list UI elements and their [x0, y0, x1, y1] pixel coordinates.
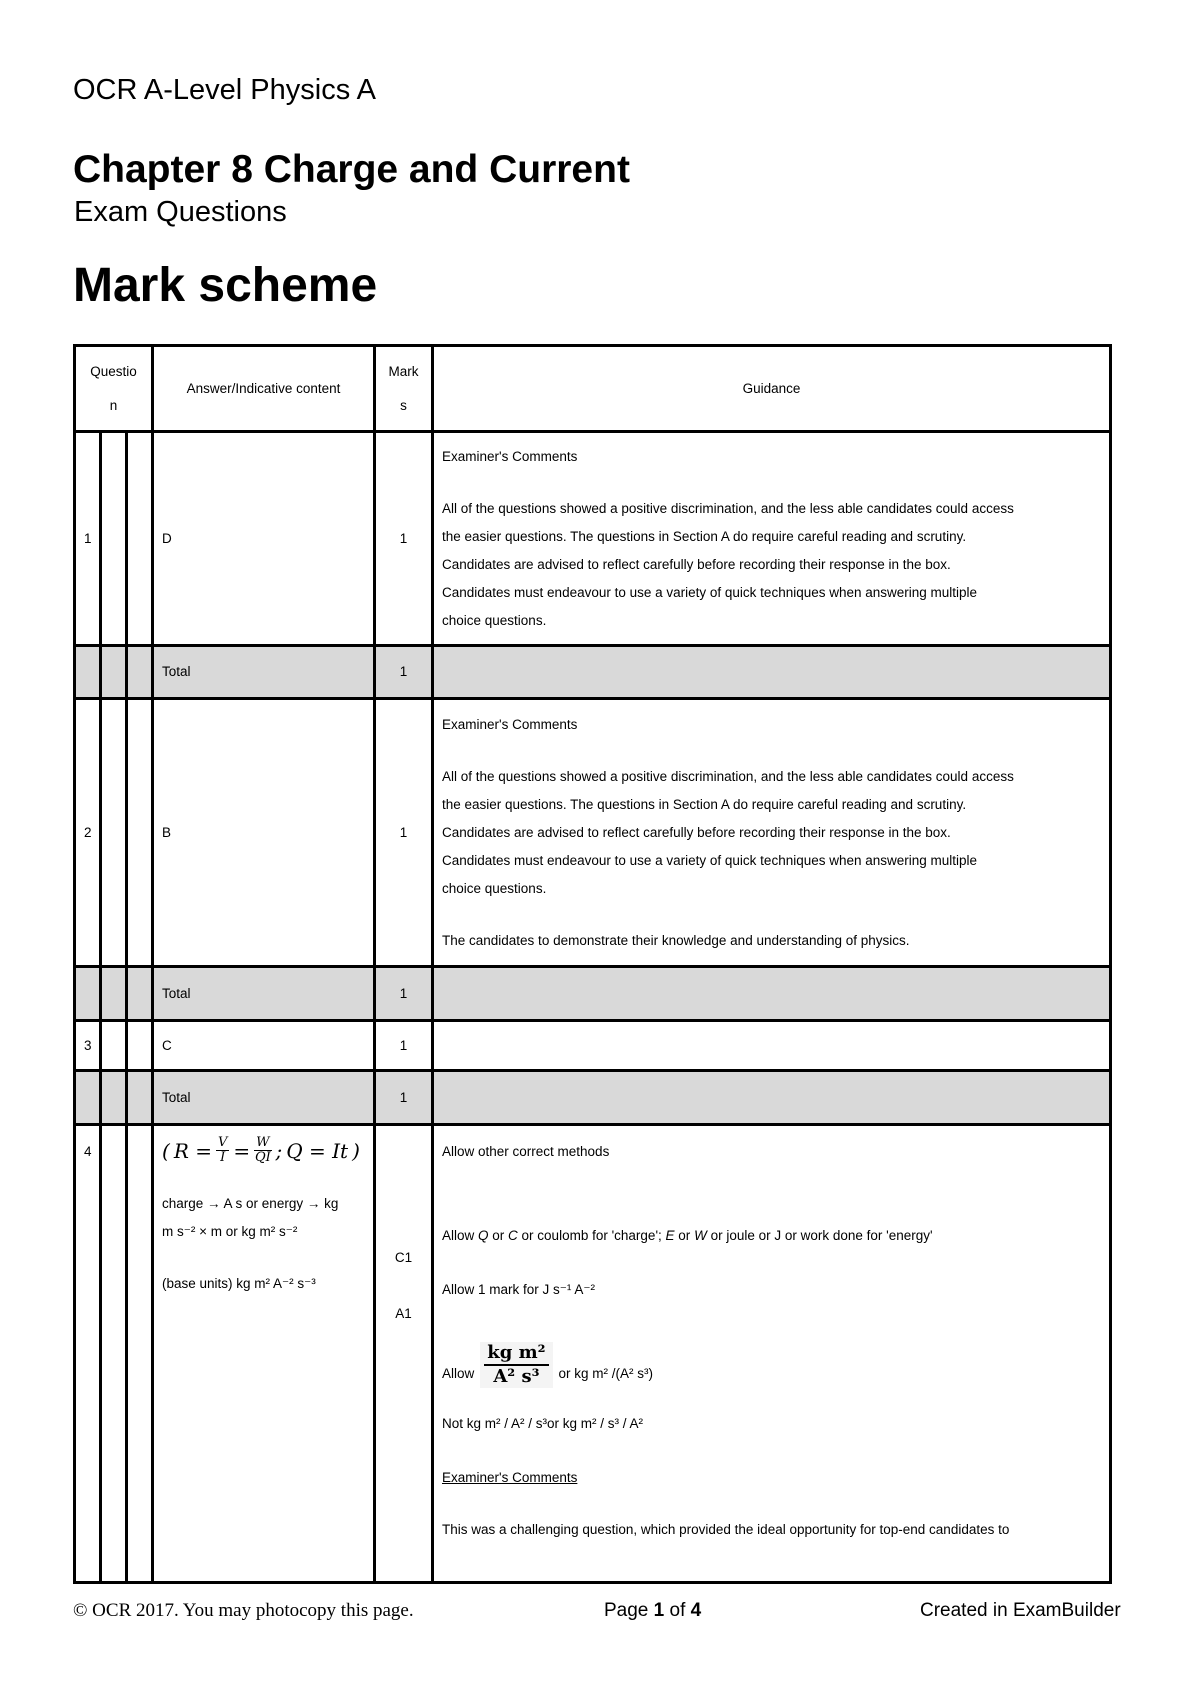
guidance-cell: Examiner's Comments All of the questions showed a positive discrimination, and the less able candidates could access the easier questions. The questions in Section A do require careful reading and scrutiny. Candidates are advised to reflect carefully before recording their response in the box. Candidates must endeavour to use a variety of quick techniques when answering multiple choice questions. The candidates to demonstrate their knowledge and understanding of physics.	[433, 699, 1111, 967]
answer-cell: B	[153, 699, 375, 967]
total-label: Total	[153, 1071, 375, 1125]
guidance-cell: Examiner's Comments All of the questions showed a positive discrimination, and the less able candidates could access the easier questions. The questions in Section A do require careful reading and scrutiny. Candidates are advised to reflect carefully before recording their response in the box. Candidates must endeavour to use a variety of quick techniques when answering multiple choice questions.	[433, 432, 1111, 646]
mark-c1: C1	[394, 1250, 413, 1265]
question-number: 1	[75, 432, 101, 646]
total-marks: 1	[375, 1071, 433, 1125]
table-row	[75, 1125, 1111, 1583]
answer-cell: C	[153, 1021, 375, 1071]
guidance-allow-line: Allow Q or C or coulomb for 'charge'; E or W or joule or J or work done for 'energy'	[442, 1228, 933, 1243]
total-row	[75, 967, 1111, 1021]
guidance-heading: Examiner's Comments	[442, 1470, 578, 1485]
header-guidance: Guidance	[433, 346, 1111, 432]
mark-scheme-title: Mark scheme	[73, 259, 378, 312]
footer-copyright: © OCR 2017. You may photocopy this page.	[73, 1600, 414, 1621]
answer-cell: D	[153, 432, 375, 646]
marks-cell: 1	[375, 1021, 433, 1071]
question-number: 4	[75, 1125, 101, 1583]
fraction-w-over-qi: $\frac{W}{QI}$	[254, 1135, 271, 1165]
formula: ( R = $\frac{V}{I}$ = $\frac{W}{QI}$ ; Q = It )	[162, 1135, 360, 1165]
footer-created-in: Created in ExamBuilder	[920, 1600, 1121, 1621]
table-row	[75, 432, 1111, 646]
total-label: Total	[153, 967, 375, 1021]
header-answer: Answer/Indicative content	[153, 346, 375, 432]
guidance-unit-line: Allow kg m² A² s³ or kg m² /(A² s³)	[442, 1342, 654, 1387]
header-question: Questio n	[75, 346, 153, 432]
table-header-row	[75, 346, 1111, 432]
mark-a1: A1	[395, 1306, 412, 1321]
total-row	[75, 646, 1111, 699]
marks-cell: 1	[375, 699, 433, 967]
total-row	[75, 1071, 1111, 1125]
guidance-heading: Examiner's Comments	[442, 448, 578, 464]
footer-page-number: Page 1 of 4	[604, 1600, 702, 1621]
fraction-v-over-i: $\frac{V}{I}$	[218, 1135, 228, 1165]
question-number: 2	[75, 699, 101, 967]
table-row	[75, 699, 1111, 967]
guidance-cell: Allow other correct methods Allow Q or C or coulomb for 'charge'; E or W or joule or J or work done for 'energy' Allow 1 mark for J s⁻¹ A⁻² Allow kg m² A² s³ or kg m² /(A² s³) Not kg m² / A² / s³or kg m² / s³ / A² Examiner's Comments This was a challenging question, which provided the ideal opportunity for top-end candidates to	[433, 1125, 1111, 1583]
total-label: Total	[153, 646, 375, 699]
header-marks: Mark s	[375, 346, 433, 432]
unit-fraction: kg m² A² s³	[480, 1342, 552, 1388]
guidance-heading: Examiner's Comments	[442, 716, 578, 732]
chapter-title: Chapter 8 Charge and Current	[73, 148, 630, 191]
subject-title: OCR A-Level Physics A	[73, 74, 376, 106]
exam-subtitle: Exam Questions	[74, 196, 287, 228]
table-row	[75, 1021, 1111, 1071]
total-marks: 1	[375, 646, 433, 699]
mark-scheme-table	[73, 344, 1112, 1584]
total-marks: 1	[375, 967, 433, 1021]
answer-cell: ( R = $\frac{V}{I}$ = $\frac{W}{QI}$ ; Q = It ) charge → A s or energy → kg m s⁻² × m or kg m² s⁻² (base units) kg m² A⁻² s⁻³	[153, 1125, 375, 1583]
question-number: 3	[75, 1021, 101, 1071]
marks-cell: 1	[375, 432, 433, 646]
marks-cell	[375, 1125, 433, 1583]
